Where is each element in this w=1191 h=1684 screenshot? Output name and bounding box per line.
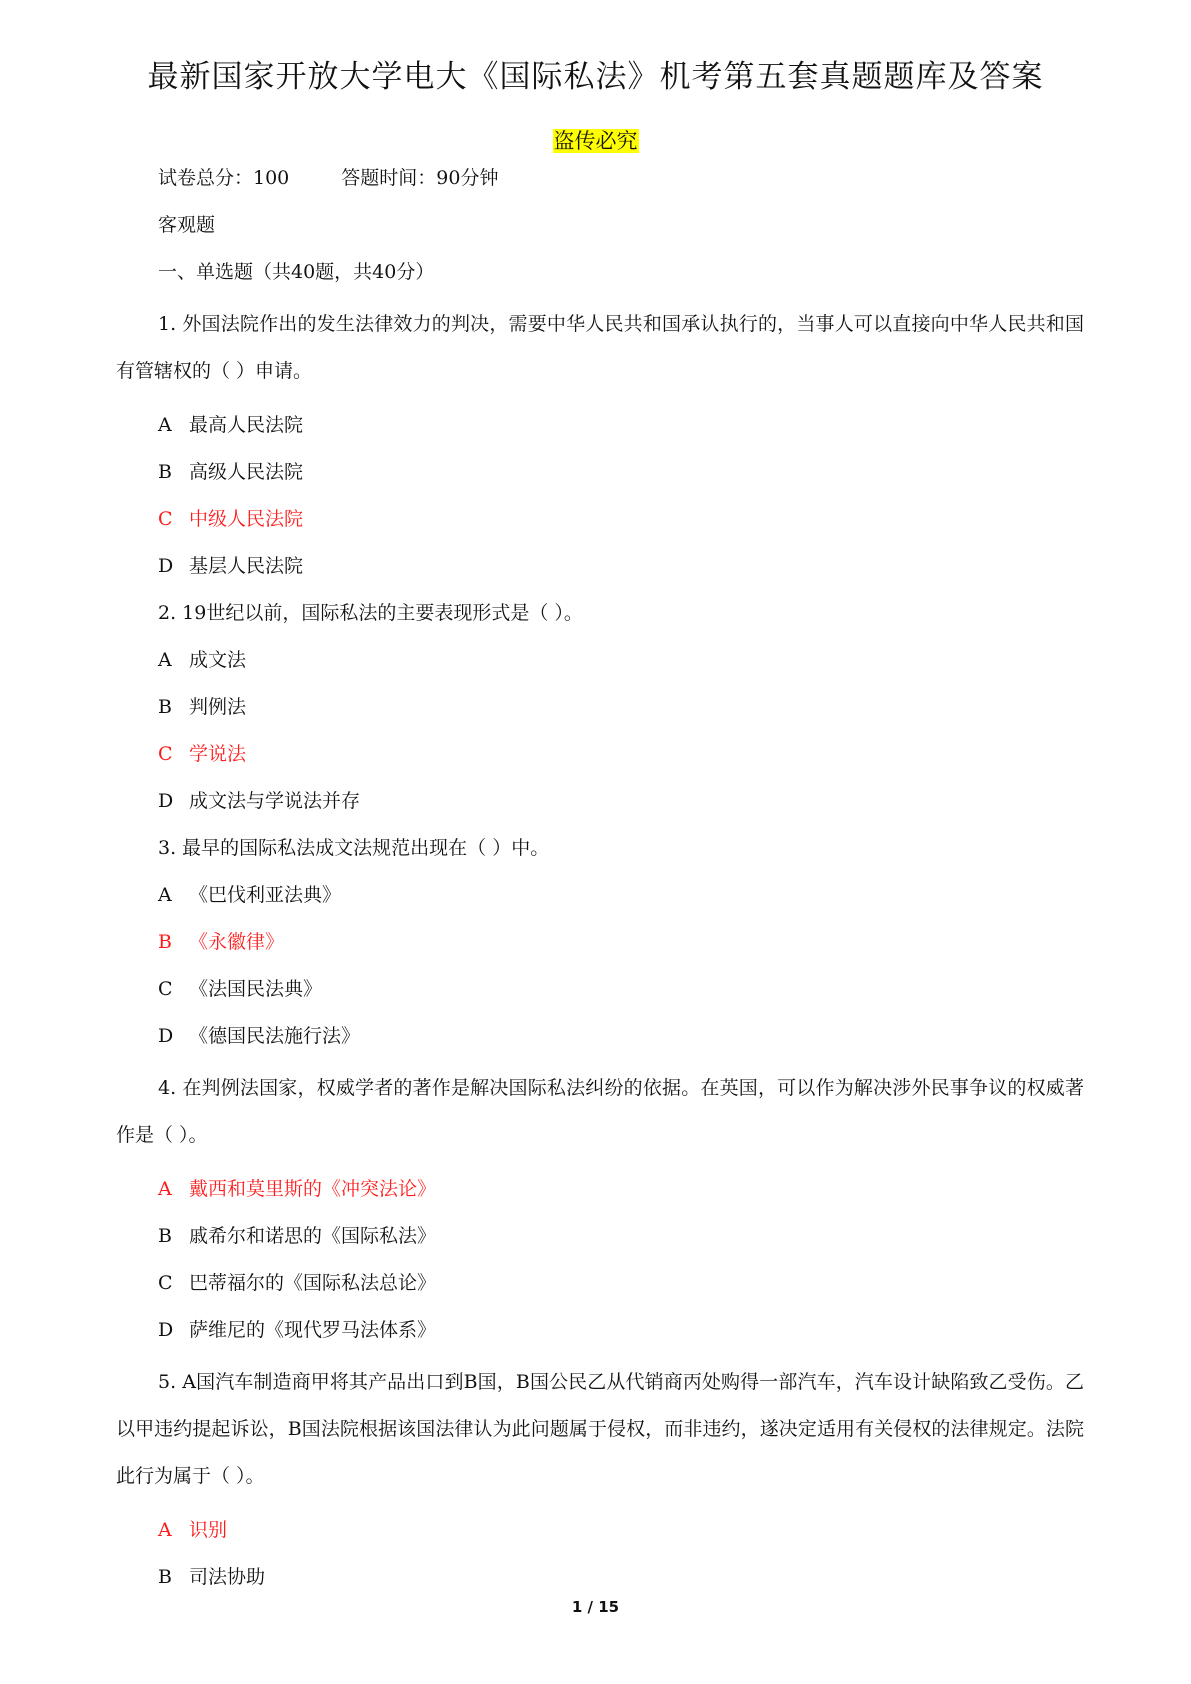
option-text: 《德国民法施行法》 [189, 1025, 361, 1047]
question-1-option-c-answer [158, 505, 303, 533]
option-text: 识别 [189, 1519, 228, 1541]
option-letter: C [158, 978, 173, 1000]
option-letter: B [158, 461, 172, 483]
exam-duration: 答题时间：90分钟 [341, 167, 499, 189]
option-text: 《法国民法典》 [189, 978, 323, 1000]
option-letter: D [158, 1025, 174, 1047]
page-separator: / [587, 1598, 594, 1616]
option-letter: C [158, 508, 173, 530]
option-text: 最高人民法院 [189, 414, 304, 436]
option-letter: A [158, 1519, 172, 1541]
option-letter: A [158, 884, 172, 906]
question-1-option-a [158, 411, 303, 439]
total-score: 试卷总分：100 [158, 167, 290, 189]
option-letter: D [158, 790, 174, 812]
question-5-option-b [158, 1563, 265, 1591]
question-4-option-a-answer [158, 1175, 436, 1203]
section-objective-heading: 客观题 [158, 214, 216, 236]
document-title: 最新国家开放大学电大《国际私法》机考第五套真题题库及答案 [147, 59, 1044, 95]
option-letter: A [158, 414, 172, 436]
question-3-option-a [158, 881, 341, 909]
option-letter: B [158, 1225, 172, 1247]
section-single-choice-heading: 一、单选题（共40题，共40分） [158, 261, 435, 283]
total-pages: 15 [598, 1598, 620, 1616]
option-letter: B [158, 696, 172, 718]
question-3-option-b-answer [158, 928, 284, 956]
option-text: 司法协助 [189, 1566, 266, 1588]
question-2-option-b [158, 693, 246, 721]
option-text: 基层人民法院 [189, 555, 304, 577]
option-letter: A [158, 1178, 172, 1200]
question-5-option-a-answer [158, 1516, 227, 1544]
option-text: 戴西和莫里斯的《冲突法论》 [189, 1178, 437, 1200]
question-3-option-d [158, 1022, 360, 1050]
question-4-option-c [158, 1269, 436, 1297]
question-3-stem: 3. 最早的国际私法成文法规范出现在（ ）中。 [158, 837, 550, 859]
question-4-option-d [158, 1316, 436, 1344]
option-letter: B [158, 931, 172, 953]
question-2-option-c-answer [158, 740, 246, 768]
option-text: 《永徽律》 [189, 931, 285, 953]
question-1-stem: 1. 外国法院作出的发生法律效力的判决，需要中华人民共和国承认执行的，当事人可以直接向中华人民共和国有管辖权的（ ）申请。 [116, 313, 1084, 382]
option-text: 《巴伐利亚法典》 [189, 884, 342, 906]
option-text: 判例法 [189, 696, 247, 718]
option-text: 巴蒂福尔的《国际私法总论》 [189, 1272, 437, 1294]
option-letter: C [158, 743, 173, 765]
question-2-option-a [158, 646, 246, 674]
option-text: 成文法 [189, 649, 247, 671]
option-text: 戚希尔和诺思的《国际私法》 [189, 1225, 437, 1247]
question-4-option-b [158, 1222, 436, 1250]
exam-meta [158, 164, 498, 192]
question-2-option-d [158, 787, 360, 815]
option-text: 萨维尼的《现代罗马法体系》 [189, 1319, 437, 1341]
option-letter: D [158, 555, 174, 577]
page-number-footer [0, 1598, 1191, 1616]
current-page: 1 [571, 1598, 583, 1616]
option-text: 高级人民法院 [189, 461, 304, 483]
question-3-option-c [158, 975, 322, 1003]
option-letter: D [158, 1319, 174, 1341]
option-text: 中级人民法院 [189, 508, 304, 530]
question-5-stem: 5. A国汽车制造商甲将其产品出口到B国，B国公民乙从代销商丙处购得一部汽车，汽车设计缺陷致乙受伤。乙以甲违约提起诉讼，B国法院根据该国法律认为此问题属于侵权，而非违约，遂决定适用有关侵权的法律规定。法院此行为属于（ ）。 [116, 1371, 1084, 1487]
option-letter: C [158, 1272, 173, 1294]
question-1-option-b [158, 458, 303, 486]
option-text: 成文法与学说法并存 [189, 790, 361, 812]
question-4-stem: 4. 在判例法国家，权威学者的著作是解决国际私法纠纷的依据。在英国，可以作为解决涉外民事争议的权威著作是（ ）。 [116, 1077, 1084, 1146]
option-letter: A [158, 649, 172, 671]
question-2-stem: 2. 19世纪以前，国际私法的主要表现形式是（ ）。 [158, 602, 583, 624]
question-1-option-d [158, 552, 303, 580]
option-letter: B [158, 1566, 172, 1588]
option-text: 学说法 [189, 743, 247, 765]
watermark-highlight: 盗传必究 [553, 129, 638, 153]
watermark-row [0, 126, 1191, 156]
